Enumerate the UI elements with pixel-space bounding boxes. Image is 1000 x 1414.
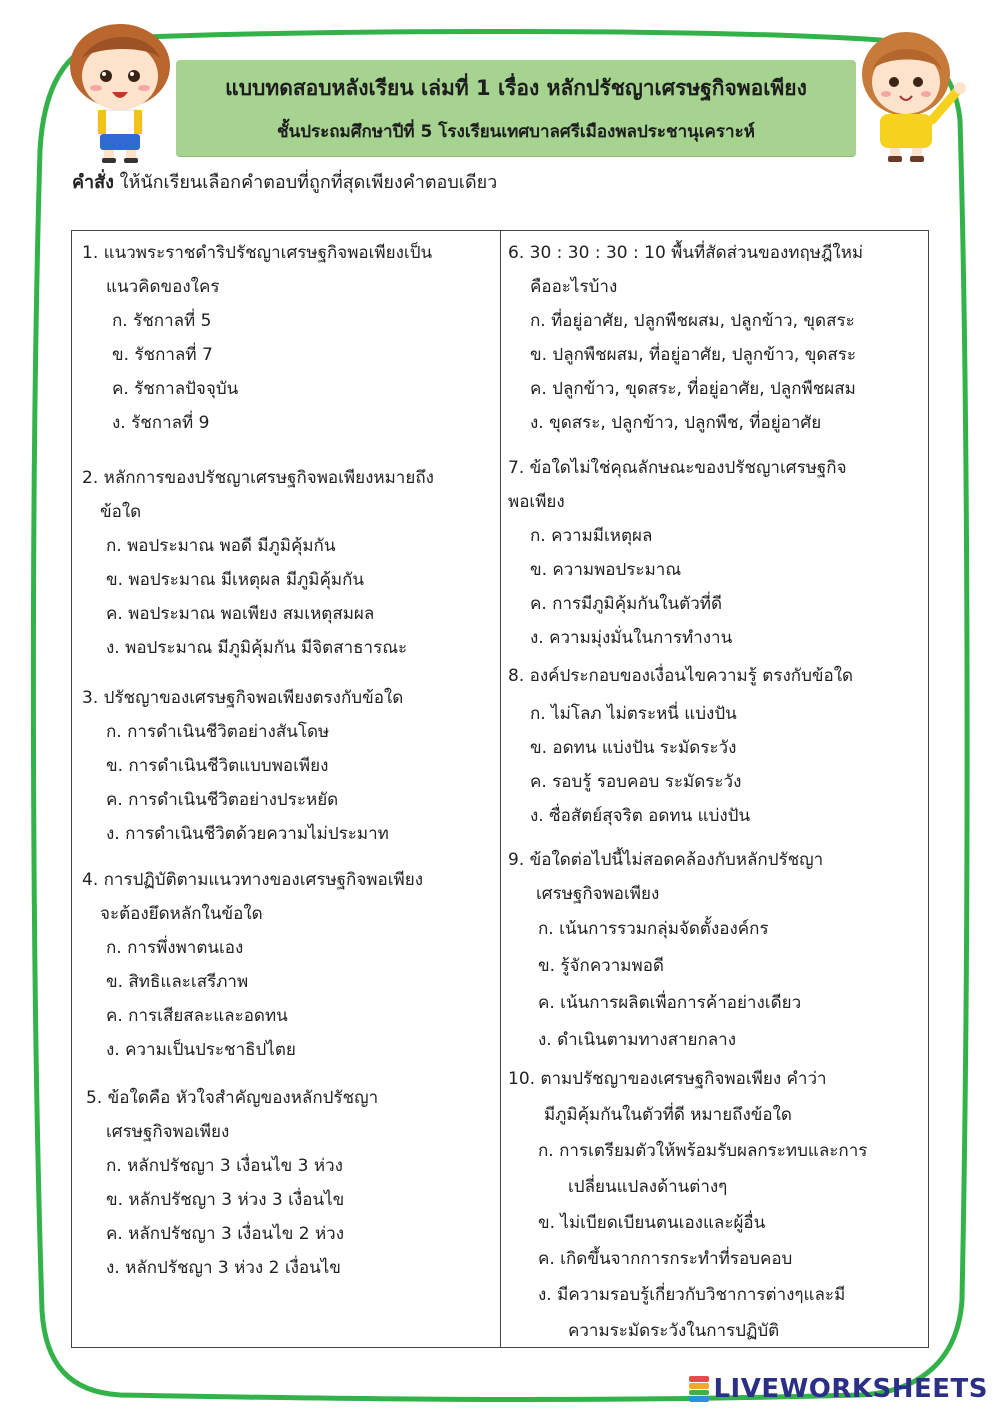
option-b[interactable]: ข. รู้จักความพอดี [538,956,664,976]
option-a[interactable]: ก. เน้นการรวมกลุ่มจัดตั้งองค์กร [538,919,769,939]
question-stem: 6. 30 : 30 : 30 : 10 พื้นที่สัดส่วนของทฤษฎีใหม่ [508,243,864,263]
option-b[interactable]: ข. รัชกาลที่ 7 [112,345,213,365]
option-a[interactable]: ก. การพึ่งพาตนเอง [106,938,244,958]
option-d[interactable]: ง. พอประมาณ มีภูมิคุ้มกัน มีจิตสาธารณะ [106,638,408,658]
instruction-label: คำสั่ง [72,172,114,193]
option-a[interactable]: ก. การดำเนินชีวิตอย่างสันโดษ [106,722,330,742]
question-stem: 1. แนวพระราชดำริปรัชญาเศรษฐกิจพอเพียงเป็น [82,243,433,263]
question-8 [508,659,853,833]
option-d[interactable]: ง. รัชกาลที่ 9 [112,413,210,433]
question-stem-cont: มีภูมิคุ้มกันในตัวที่ดี หมายถึงข้อใด [544,1105,792,1125]
option-a[interactable]: ก. พอประมาณ พอดี มีภูมิคุ้มกัน [106,536,336,556]
question-stem-cont: พอเพียง [508,492,565,512]
option-d[interactable]: ง. มีความรอบรู้เกี่ยวกับวิชาการต่างๆและมี [538,1285,846,1305]
question-stem-cont: เศรษฐกิจพอเพียง [536,884,660,904]
option-c[interactable]: ค. พอประมาณ พอเพียง สมเหตุสมผล [106,604,375,624]
question-stem-cont: ข้อใด [100,502,142,522]
option-a[interactable]: ก. ไม่โลภ ไม่ตระหนี่ แบ่งปัน [530,704,737,724]
column-divider [500,231,501,1347]
boy-cartoon-icon [58,14,188,164]
question-1 [82,236,432,440]
option-b[interactable]: ข. หลักปรัชญา 3 ห่วง 3 เงื่อนไข [106,1190,345,1210]
question-4 [82,863,423,1067]
option-d[interactable]: ง. ขุดสระ, ปลูกข้าว, ปลูกพืช, ที่อยู่อาศัย [530,413,822,433]
header-banner [176,60,856,156]
question-7 [508,451,847,655]
question-stem: 9. ข้อใดต่อไปนี้ไม่สอดคล้องกับหลักปรัชญา [508,850,824,870]
instruction-text: ให้นักเรียนเลือกคำตอบที่ถูกที่สุดเพียงคำตอบเดียว [113,172,498,193]
option-d[interactable]: ง. หลักปรัชญา 3 ห่วง 2 เงื่อนไข [106,1258,341,1278]
question-stem: 3. ปรัชญาของเศรษฐกิจพอเพียงตรงกับข้อใด [82,688,404,708]
option-c[interactable]: ค. เน้นการผลิตเพื่อการค้าอย่างเดียว [538,993,802,1013]
option-b[interactable]: ข. ไม่เบียดเบียนตนเองและผู้อื่น [538,1213,766,1233]
question-stem: 10. ตามปรัชญาของเศรษฐกิจพอเพียง คำว่า [508,1069,827,1089]
liveworksheets-logo [689,1374,988,1404]
option-c[interactable]: ค. ปลูกข้าว, ขุดสระ, ที่อยู่อาศัย, ปลูกพืชผสม [530,379,856,399]
instruction [72,167,497,196]
option-a[interactable]: ก. หลักปรัชญา 3 เงื่อนไข 3 ห่วง [106,1156,343,1176]
question-stem: 4. การปฏิบัติตามแนวทางของเศรษฐกิจพอเพียง [82,870,423,890]
option-c[interactable]: ค. หลักปรัชญา 3 เงื่อนไข 2 ห่วง [106,1224,344,1244]
option-a[interactable]: ก. รัชกาลที่ 5 [112,311,212,331]
question-stem-cont: จะต้องยึดหลักในข้อใด [100,904,263,924]
option-d[interactable]: ง. การดำเนินชีวิตด้วยความไม่ประมาท [106,824,389,844]
option-b[interactable]: ข. อดทน แบ่งปัน ระมัดระวัง [530,738,737,758]
question-stem-cont: แนวคิดของใคร [106,277,220,297]
question-9 [508,843,823,1059]
question-stem: 8. องค์ประกอบของเงื่อนไขความรู้ ตรงกับข้อใด [508,666,854,686]
liveworksheets-icon [689,1376,709,1402]
question-3 [82,681,403,851]
question-stem: 7. ข้อใดไม่ใช่คุณลักษณะของปรัชญาเศรษฐกิจ [508,458,847,478]
question-6 [508,236,863,440]
option-a[interactable]: ก. การเตรียมตัวให้พร้อมรับผลกระทบและการ [538,1141,868,1161]
question-10 [508,1061,867,1349]
question-stem-cont: เศรษฐกิจพอเพียง [106,1122,230,1142]
option-c[interactable]: ค. การดำเนินชีวิตอย่างประหยัด [106,790,339,810]
option-a[interactable]: ก. ที่อยู่อาศัย, ปลูกพืชผสม, ปลูกข้าว, ขุดสระ [530,311,855,331]
question-2 [82,461,434,665]
question-stem: 2. หลักการของปรัชญาเศรษฐกิจพอเพียงหมายถึง [82,468,434,488]
option-d[interactable]: ง. ความเป็นประชาธิปไตย [106,1040,296,1060]
question-stem: 5. ข้อใดคือ หัวใจสำคัญของหลักปรัชญา [86,1088,379,1108]
option-a-cont: เปลี่ยนแปลงด้านต่างๆ [568,1177,728,1197]
option-a[interactable]: ก. ความมีเหตุผล [530,526,653,546]
option-c[interactable]: ค. รัชกาลปัจจุบัน [112,379,239,399]
question-table [71,230,929,1348]
option-c[interactable]: ค. การมีภูมิคุ้มกันในตัวที่ดี [530,594,723,614]
option-b[interactable]: ข. พอประมาณ มีเหตุผล มีภูมิคุ้มกัน [106,570,364,590]
option-d[interactable]: ง. ดำเนินตามทางสายกลาง [538,1030,737,1050]
watermark-text: LIVEWORKSHEETS [713,1374,988,1404]
page-title: แบบทดสอบหลังเรียน เล่มที่ 1 เรื่อง หลักปรัชญาเศรษฐกิจพอเพียง [225,76,807,100]
option-b[interactable]: ข. สิทธิและเสรีภาพ [106,972,249,992]
option-b[interactable]: ข. ความพอประมาณ [530,560,682,580]
girl-cartoon-icon [850,24,970,164]
option-d[interactable]: ง. ซื่อสัตย์สุจริต อดทน แบ่งปัน [530,806,751,826]
page-subtitle: ชั้นประถมศึกษาปีที่ 5 โรงเรียนเทศบาลศรีเมืองพลประชานุเคราะห์ [277,122,755,142]
question-5 [86,1081,378,1285]
option-c[interactable]: ค. เกิดขึ้นจากการกระทำที่รอบคอบ [538,1249,793,1269]
option-b[interactable]: ข. การดำเนินชีวิตแบบพอเพียง [106,756,329,776]
option-d-cont: ความระมัดระวังในการปฏิบัติ [568,1321,780,1341]
option-d[interactable]: ง. ความมุ่งมั่นในการทำงาน [530,628,733,648]
option-b[interactable]: ข. ปลูกพืชผสม, ที่อยู่อาศัย, ปลูกข้าว, ขุดสระ [530,345,857,365]
option-c[interactable]: ค. การเสียสละและอดทน [106,1006,288,1026]
option-c[interactable]: ค. รอบรู้ รอบคอบ ระมัดระวัง [530,772,742,792]
question-stem-cont: คืออะไรบ้าง [530,277,618,297]
